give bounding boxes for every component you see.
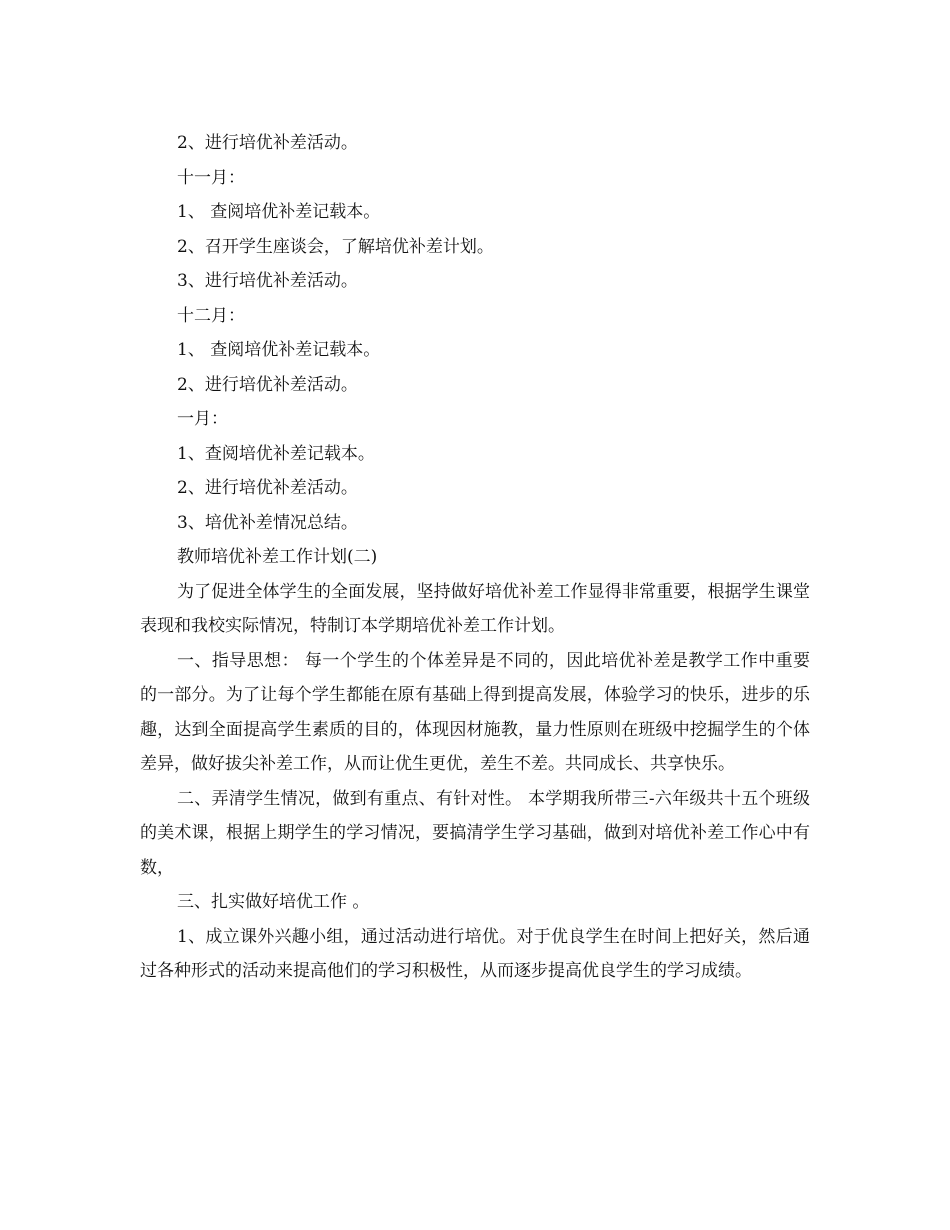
month-heading: 十一月： xyxy=(177,167,245,188)
list-item: 3、培优补差情况总结。 xyxy=(177,512,358,533)
document-body xyxy=(140,126,810,989)
list-item: 1、查阅培优补差记载本。 xyxy=(177,443,375,464)
month-heading: 一月： xyxy=(177,409,228,429)
list-item: 2、召开学生座谈会，了解培优补差计划。 xyxy=(177,236,494,257)
student-situation-paragraph: 二、弄清学生情况，做到有重点、有针对性。 本学期我所带三-六年级共十五个班级的美术课，根据上期学生的学习情况，要搞清学生学习基础，做到对培优补差工作心中有数， xyxy=(140,788,810,878)
list-item: 2、进行培优补差活动。 xyxy=(177,374,358,395)
guiding-principle-paragraph: 一、指导思想： 每一个学生的个体差异是不同的，因此培优补差是教学工作中重要的一部分。为了让每个学生都能在原有基础上得到提高发展，体验学习的快乐，进步的乐趣，达到全面提高学生素质的目的，体现因材施教，量力性原则在班级中挖掘学生的个体差异，做好拔尖补差工作，从而让优生更优，差生不差。共同成长、共享快乐。 xyxy=(140,650,810,774)
list-item: 1、 查阅培优补差记载本。 xyxy=(177,202,381,222)
list-item: 2、进行培优补差活动。 xyxy=(177,478,358,498)
list-item: 1、 查阅培优补差记载本。 xyxy=(177,340,381,360)
interest-group-paragraph: 1、成立课外兴趣小组，通过活动进行培优。对于优良学生在时间上把好关，然后通过各种形式的活动来提高他们的学习积极性，从而逐步提高优良学生的学习成绩。 xyxy=(140,926,810,981)
excellence-work-heading: 三、扎实做好培优工作 。 xyxy=(177,892,370,912)
section-title: 教师培优补差工作计划(二) xyxy=(177,547,378,567)
list-item: 3、进行培优补差活动。 xyxy=(177,271,358,291)
intro-paragraph: 为了促进全体学生的全面发展，坚持做好培优补差工作显得非常重要，根据学生课堂表现和我校实际情况，特制订本学期培优补差工作计划。 xyxy=(140,581,810,636)
list-item: 2、进行培优补差活动。 xyxy=(177,133,358,153)
month-heading: 十二月： xyxy=(177,305,245,326)
